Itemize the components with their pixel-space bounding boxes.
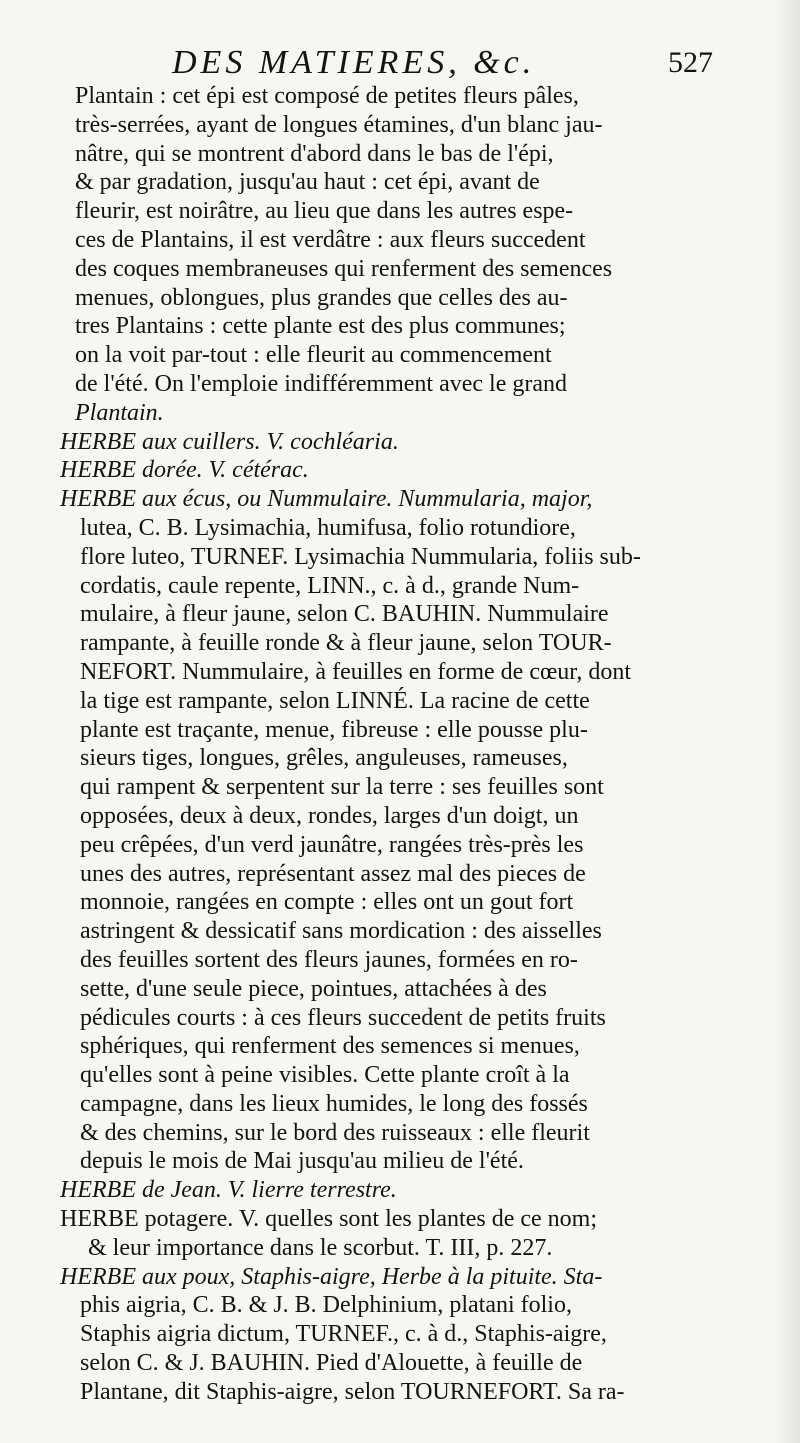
index-entry: HERBE potagere. V. quelles sont les plantes de ce nom; [60,1206,598,1233]
text-line: & leur importance dans le scorbut. T. III, p. 227. [88,1234,553,1261]
text-line: Plantane, dit Staphis-aigre, selon TOURNEFORT. Sa ra- [80,1378,625,1405]
running-head-title: DES MATIERES, &c. [172,44,536,81]
text-line: & des chemins, sur le bord des ruisseaux : elle fleurit [80,1119,590,1146]
text-line: & par gradation, jusqu'au haut : cet épi, avant de [75,169,540,196]
text-line: astringent & dessicatif sans mordication : des aisselles [80,918,602,945]
text-line: campagne, dans les lieux humides, le long des fossés [80,1090,588,1117]
text-line: phis aigria, C. B. & J. B. Delphinium, platani folio, [80,1292,572,1319]
text-line: Plantain. [75,399,164,426]
text-line: monnoie, rangées en compte : elles ont un gout fort [80,889,574,916]
text-line: selon C. & J. BAUHIN. Pied d'Alouette, à feuille de [80,1350,583,1377]
text-line: NEFORT. Nummulaire, à feuilles en forme de cœur, dont [80,658,632,685]
text-line: sette, d'une seule piece, pointues, attachées à des [80,975,547,1002]
index-entry: HERBE de Jean. V. lierre terrestre. [60,1177,397,1204]
text-line: qu'elles sont à peine visibles. Cette plante croît à la [80,1062,570,1089]
text-line: unes des autres, représentant assez mal des pieces de [80,860,586,887]
text-line: cordatis, caule repente, LINN., c. à d., grande Num- [80,572,580,599]
text-line: de l'été. On l'emploie indifféremment avec le grand [75,370,568,397]
text-line: opposées, deux à deux, rondes, larges d'un doigt, un [80,802,579,829]
index-entry: HERBE aux poux, Staphis-aigre, Herbe à la pituite. Sta- [60,1263,603,1290]
text-line: sphériques, qui renferment des semences si menues, [80,1033,580,1060]
page-number: 527 [668,46,713,79]
index-entry: HERBE dorée. V. cétérac. [60,457,309,484]
text-line: lutea, C. B. Lysimachia, humifusa, folio rotundiore, [80,514,576,541]
text-line: mulaire, à fleur jaune, selon C. BAUHIN. Nummulaire [80,601,609,628]
text-line: on la voit par-tout : elle fleurit au commencement [75,342,552,369]
text-line: nâtre, qui se montrent d'abord dans le bas de l'épi, [75,140,554,167]
text-line: rampante, à feuille ronde & à fleur jaune, selon TOUR- [80,630,612,657]
text-line: des feuilles sortent des fleurs jaunes, formées en ro- [80,946,578,973]
text-line: menues, oblongues, plus grandes que celles des au- [75,284,568,311]
text-line: plante est traçante, menue, fibreuse : elle pousse plu- [80,716,588,743]
text-line: la tige est rampante, selon LINNÉ. La racine de cette [80,687,590,714]
text-line: flore luteo, TURNEF. Lysimachia Nummularia, foliis sub- [80,543,641,570]
text-line: peu crêpées, d'un verd jaunâtre, rangées très-près les [80,831,584,858]
text-line: Staphis aigria dictum, TURNEF., c. à d., Staphis-aigre, [80,1321,607,1348]
text-line: pédicules courts : à ces fleurs succedent de petits fruits [80,1004,606,1031]
index-entry: HERBE aux écus, ou Nummulaire. Nummularia, major, [60,486,593,513]
text-line: tres Plantains : cette plante est des plus communes; [75,313,566,340]
text-line: qui rampent & serpentent sur la terre : ses feuilles sont [80,774,604,801]
text-line: très-serrées, ayant de longues étamines, d'un blanc jau- [75,111,603,138]
page-body [0,82,800,1407]
text-line: des coques membraneuses qui renferment des semences [75,255,613,282]
text-line: fleurir, est noirâtre, au lieu que dans les autres espe- [75,198,574,225]
text-line: ces de Plantains, il est verdâtre : aux fleurs succedent [75,226,586,253]
text-line: Plantain : cet épi est composé de petites fleurs pâles, [75,83,579,109]
index-entry: HERBE aux cuillers. V. cochléaria. [60,428,399,455]
text-line: sieurs tiges, longues, grêles, anguleuses, rameuses, [80,745,568,772]
text-line: depuis le mois de Mai jusqu'au milieu de l'été. [80,1148,524,1175]
